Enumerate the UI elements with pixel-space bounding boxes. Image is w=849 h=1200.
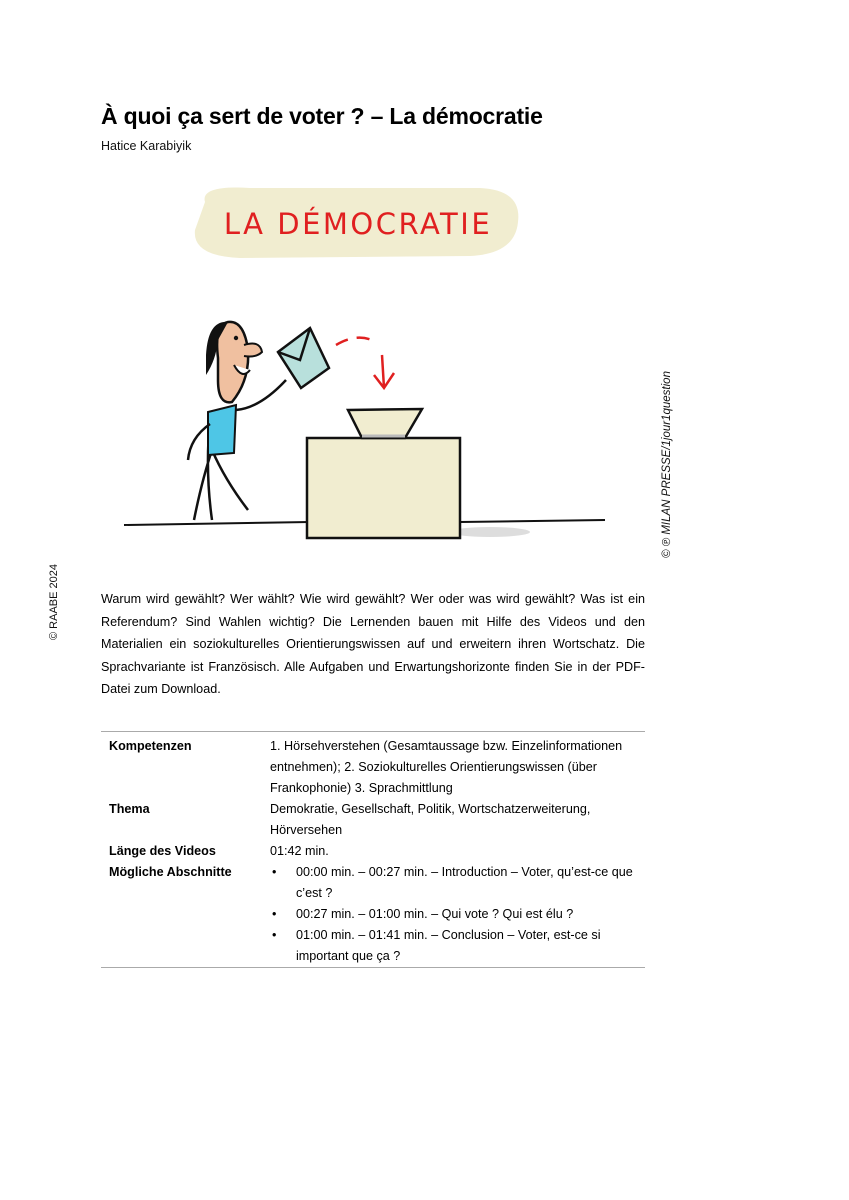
intro-paragraph: Warum wird gewählt? Wer wählt? Wie wird gewählt? Wer oder was wird gewählt? Was ist ein Referendum? Sind Wahlen wichtig? Die Lernenden bauen mit Hilfe des Videos und den Materialien ein soziokulturelles Orientierungswissen auf und erweitern ihren Wortschatz. Die Sprachvariante ist Französisch. Alle Aufgaben und Erwartungshorizonte finden Sie in der PDF-Datei zum Download. — [101, 592, 645, 696]
row-label: Mögliche Abschnitte — [109, 865, 232, 879]
row-value: Demokratie, Gesellschaft, Politik, Wortschatzerweiterung, Hörversehen — [270, 802, 591, 837]
banner-text: LA DÉMOCRATIE — [223, 207, 493, 241]
voter-figure — [188, 322, 286, 520]
info-table — [101, 731, 645, 968]
row-value: 1. Hörsehverstehen (Gesamtaussage bzw. Einzelinformationen entnehmen); 2. Soziokulturelles Orientierungswissen (über Frankophonie) 3. Sprachmittlung — [270, 739, 623, 795]
author-name: Hatice Karabiyik — [101, 139, 192, 153]
row-value — [270, 862, 645, 968]
list-item — [270, 862, 645, 904]
copyright-milan-presse: © ℗ MILAN PRESSE/1jour1question — [661, 371, 673, 558]
copyright-raabe: © RAABE 2024 — [48, 564, 60, 640]
bullet-icon: • — [272, 928, 277, 942]
arrow-icon — [336, 338, 394, 388]
list-item — [270, 904, 645, 925]
table-row-laenge — [101, 841, 645, 862]
bullet-icon: • — [272, 907, 277, 921]
table-row-thema — [101, 799, 645, 841]
row-label: Kompetenzen — [109, 739, 192, 753]
bullet-icon: • — [272, 865, 277, 879]
row-label: Länge des Videos — [109, 844, 216, 858]
envelope-icon — [278, 328, 329, 388]
table-row-kompetenzen — [101, 732, 645, 800]
section-text: 00:00 min. – 00:27 min. – Introduction – Voter, qu’est-ce que c’est ? — [296, 865, 633, 900]
list-item — [270, 925, 645, 967]
table-row-abschnitte — [101, 862, 645, 968]
row-label: Thema — [109, 802, 150, 816]
democracy-illustration — [110, 180, 630, 550]
section-text: 00:27 min. – 01:00 min. – Qui vote ? Qui est élu ? — [296, 907, 574, 921]
document-title: À quoi ça sert de voter ? – La démocratie — [101, 103, 543, 129]
ballot-box — [307, 409, 460, 538]
banner — [195, 188, 519, 258]
section-text: 01:00 min. – 01:41 min. – Conclusion – Voter, est-ce si important que ça ? — [296, 928, 601, 963]
section-list — [270, 862, 645, 967]
row-value: 01:42 min. — [270, 844, 329, 858]
